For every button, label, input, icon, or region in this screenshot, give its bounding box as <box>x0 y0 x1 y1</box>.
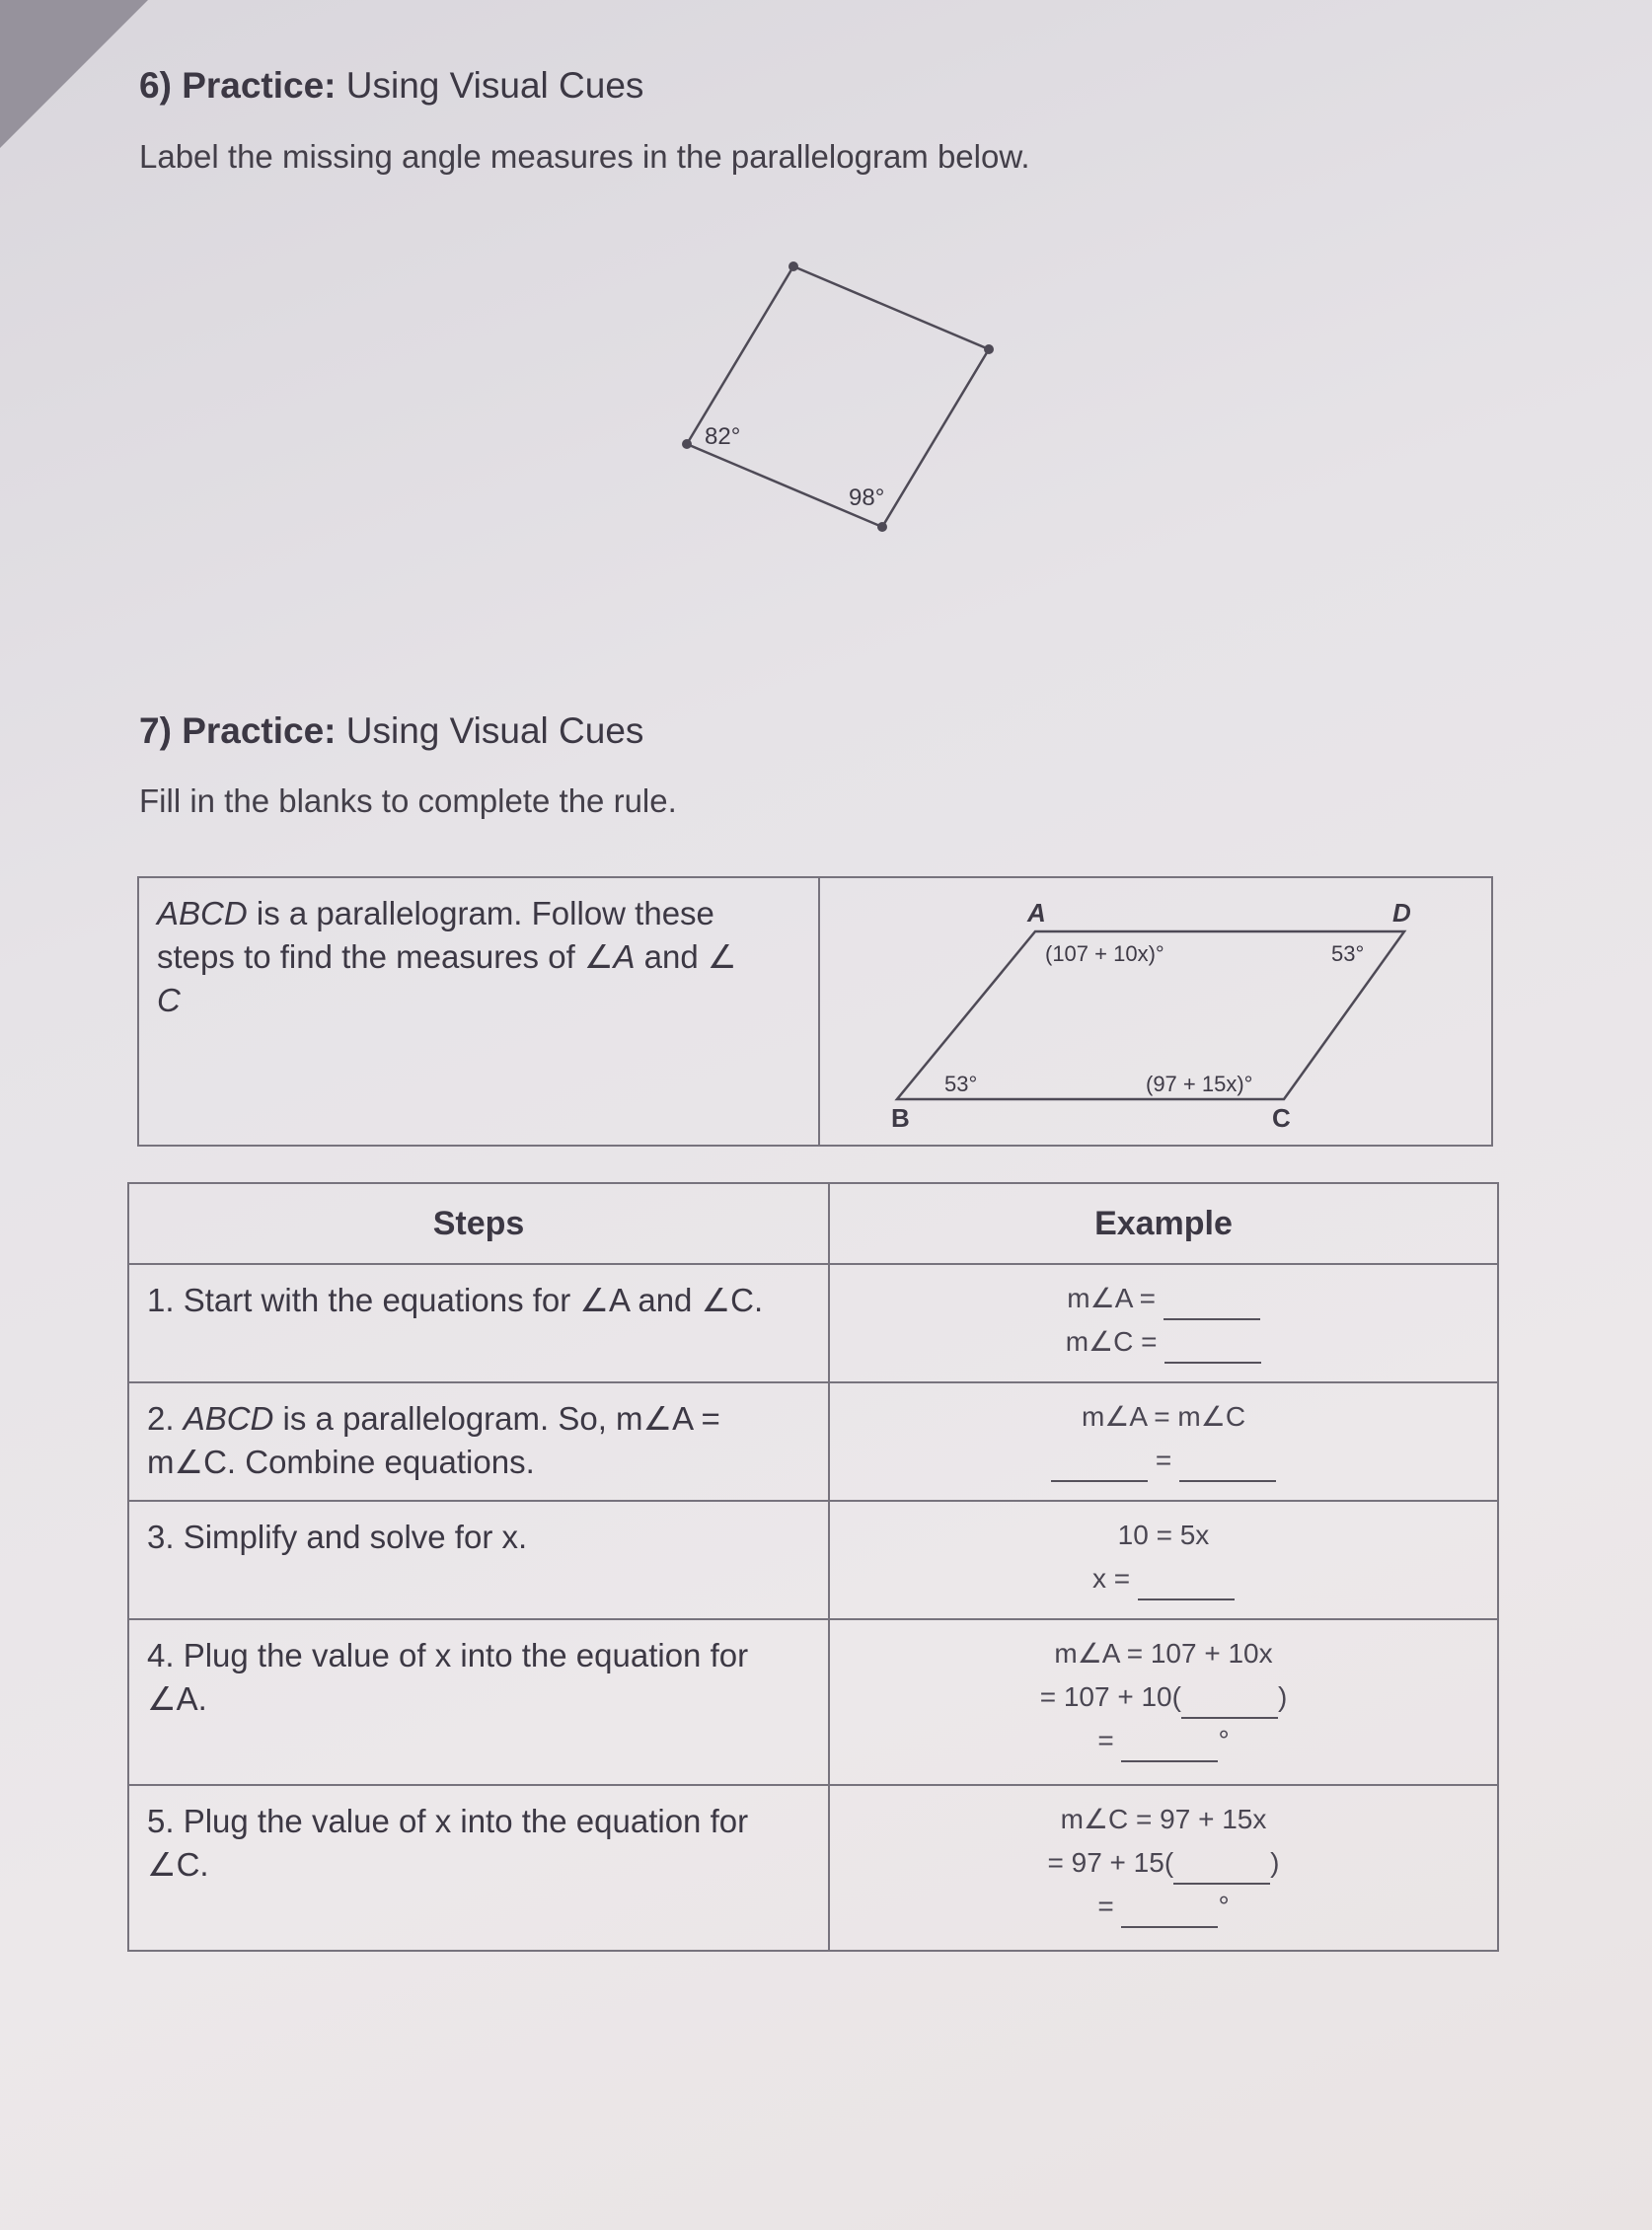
step-4-text: 4. Plug the value of x into the equation for ∠A. <box>128 1619 829 1785</box>
angle-label-c: (97 + 15x)° <box>1146 1072 1253 1096</box>
angle-label-98: 98° <box>849 484 885 511</box>
step-2-text <box>128 1382 829 1501</box>
steps-header-row <box>128 1183 1498 1264</box>
blank-input[interactable] <box>1181 1687 1278 1719</box>
table-row <box>128 1619 1498 1785</box>
intro-text-1: is a parallelogram. Follow these steps to find the measures of ∠ <box>157 895 714 975</box>
step-5-degree: ° <box>1218 1891 1230 1921</box>
intro-figure-cell <box>819 877 1492 1146</box>
step-4-example <box>829 1619 1498 1785</box>
header-steps: Steps <box>128 1183 829 1264</box>
intro-text-cell <box>138 877 819 1146</box>
section-6-title-bold: Practice: <box>182 65 337 106</box>
vertex-label-a: A <box>1027 898 1046 928</box>
angle-label-d: 53° <box>1331 941 1365 966</box>
table-row <box>128 1264 1498 1382</box>
blank-input[interactable] <box>1164 1289 1260 1320</box>
header-example: Example <box>829 1183 1498 1264</box>
step-5-eq-2-pre: = 97 + 15( <box>1047 1847 1174 1878</box>
step-3-eq-2: x = <box>1092 1563 1131 1594</box>
intro-table <box>137 876 1493 1147</box>
step-2-example <box>829 1382 1498 1501</box>
step-4-eq-2-post: ) <box>1277 1681 1288 1712</box>
blank-input[interactable] <box>1051 1450 1148 1482</box>
blank-input[interactable] <box>1173 1853 1270 1885</box>
section-7-number: 7) <box>139 710 172 751</box>
parallelogram-figure-7 <box>820 878 1491 1145</box>
step-5-eq-3-pre: = <box>1097 1891 1114 1921</box>
step-5-eq-2-post: ) <box>1270 1847 1280 1878</box>
blank-input[interactable] <box>1179 1450 1276 1482</box>
step-1-eq-a: m∠A = <box>1067 1283 1156 1313</box>
step-4-eq-1: m∠A = 107 + 10x <box>1054 1638 1273 1669</box>
section-7-heading <box>139 710 643 752</box>
intro-abcd: ABCD <box>157 895 248 931</box>
page-corner-shadow <box>0 0 148 148</box>
blank-input[interactable] <box>1138 1569 1235 1600</box>
step-4-degree: ° <box>1218 1725 1230 1755</box>
step-2-abcd: ABCD <box>183 1400 274 1437</box>
section-7-title-rest: Using Visual Cues <box>336 710 644 751</box>
table-row <box>128 1382 1498 1501</box>
step-5-text: 5. Plug the value of x into the equation for ∠C. <box>128 1785 829 1951</box>
step-3-eq-1: 10 = 5x <box>1117 1520 1210 1550</box>
intro-a: A <box>613 938 636 975</box>
angle-label-82: 82° <box>705 423 741 450</box>
blank-input[interactable] <box>1164 1332 1261 1364</box>
step-5-example <box>829 1785 1498 1951</box>
step-2-eq-1: m∠A = m∠C <box>1081 1401 1246 1432</box>
step-2-rest: is a parallelogram. So, m∠A = m∠C. Combine equations. <box>147 1400 720 1480</box>
blank-input[interactable] <box>1121 1731 1218 1762</box>
table-row <box>128 1785 1498 1951</box>
intro-text-2: and ∠ <box>635 938 737 975</box>
intro-c: C <box>157 982 181 1018</box>
step-3-example <box>829 1501 1498 1619</box>
step-4-eq-2-pre: = 107 + 10( <box>1039 1681 1181 1712</box>
section-7-title-bold: Practice: <box>182 710 337 751</box>
step-4-eq-3-pre: = <box>1097 1725 1114 1755</box>
section-6-title-rest: Using Visual Cues <box>336 65 644 106</box>
blank-input[interactable] <box>1121 1896 1218 1928</box>
step-1-eq-c: m∠C = <box>1065 1326 1158 1357</box>
step-5-eq-1: m∠C = 97 + 15x <box>1060 1804 1267 1834</box>
section-6-number: 6) <box>139 65 172 106</box>
vertex-label-c: C <box>1272 1103 1291 1133</box>
section-6-instruction: Label the missing angle measures in the parallelogram below. <box>139 138 1030 175</box>
angle-label-a: (107 + 10x)° <box>1045 941 1164 966</box>
step-3-text: 3. Simplify and solve for x. <box>128 1501 829 1619</box>
table-row <box>128 1501 1498 1619</box>
section-6-heading <box>139 65 643 107</box>
step-1-text: 1. Start with the equations for ∠A and ∠C. <box>128 1264 829 1382</box>
step-1-example <box>829 1264 1498 1382</box>
step-2-equals: = <box>1155 1445 1172 1475</box>
vertex-label-d: D <box>1392 898 1411 928</box>
parallelogram-figure-6 <box>651 247 1026 543</box>
step-2-prefix: 2. <box>147 1400 184 1437</box>
vertex-label-b: B <box>891 1103 910 1133</box>
steps-table <box>127 1182 1499 1952</box>
angle-label-b: 53° <box>944 1072 978 1096</box>
section-7-instruction: Fill in the blanks to complete the rule. <box>139 782 677 819</box>
